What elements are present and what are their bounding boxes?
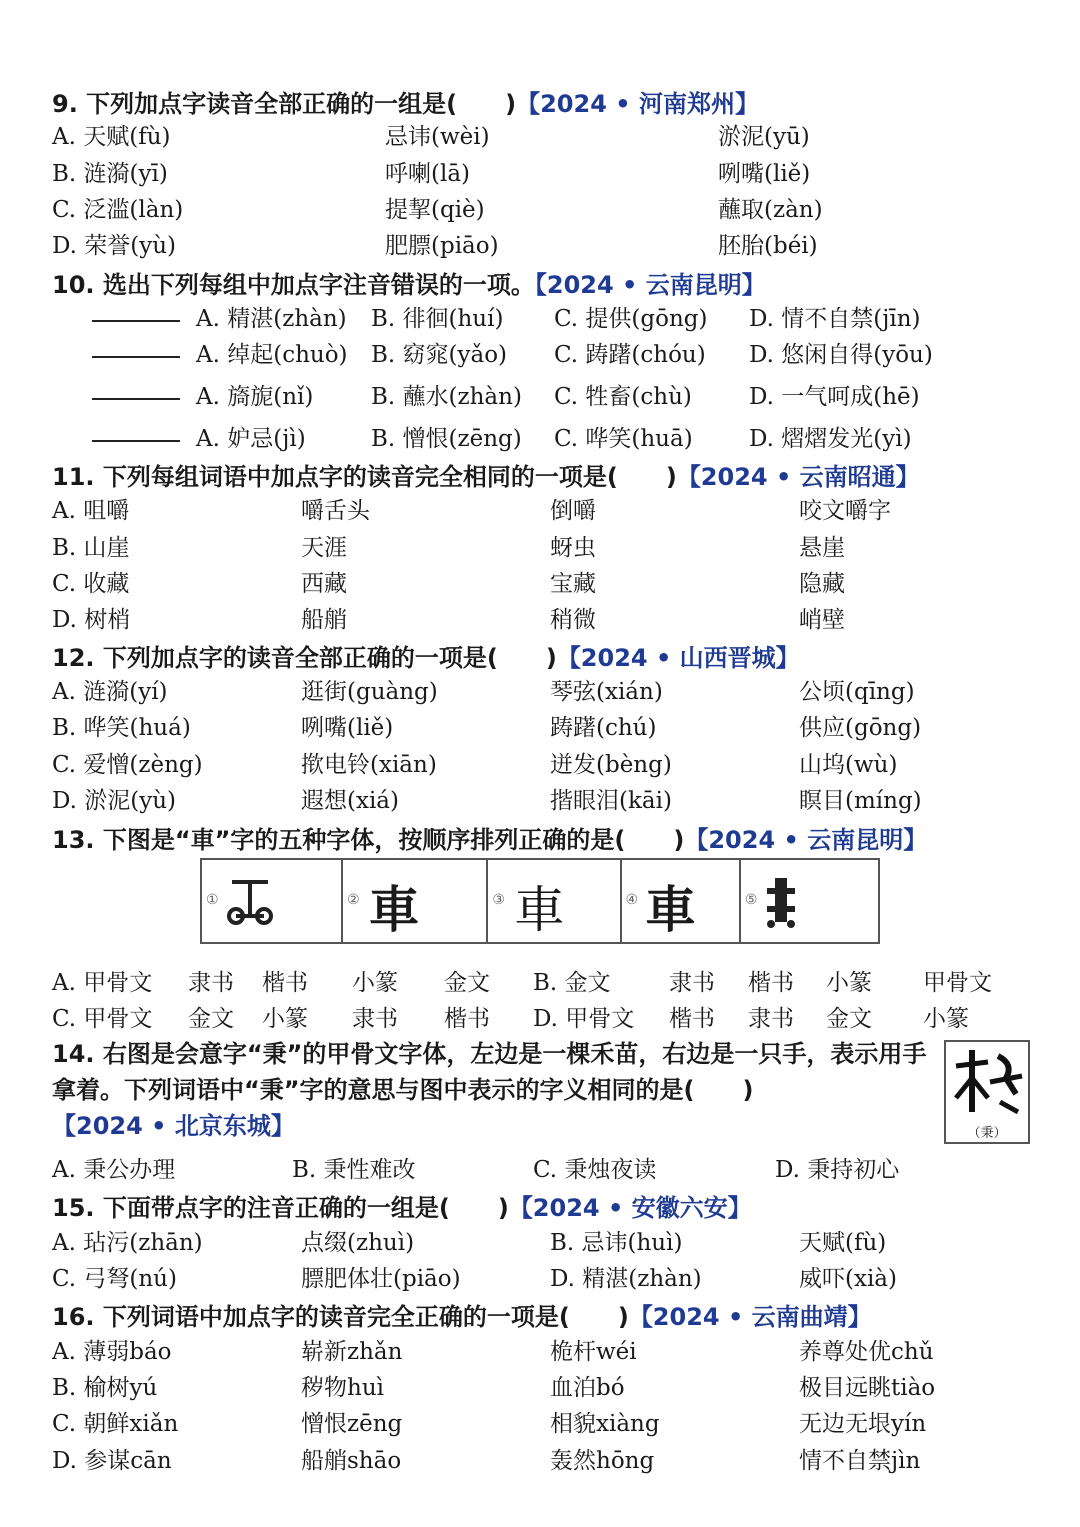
option-part: 威吓(xià) (799, 1266, 897, 1292)
question-text: 12. 下列加点字的读音全部正确的一项是( ) (52, 644, 557, 672)
option-part: 楷书 (748, 970, 794, 996)
option: 踌躇(chú) (550, 715, 657, 741)
option-part: 崭新zhǎn (301, 1339, 403, 1365)
option-part: 金文 (826, 1006, 872, 1032)
q10-row (0, 300, 1080, 336)
option: 胚胎(béi) (718, 233, 818, 259)
option: 峭壁 (799, 607, 845, 633)
bing-oracle-figure (944, 1040, 1030, 1144)
q11-row (0, 601, 1080, 637)
option: B. 秉性难改 (292, 1157, 416, 1183)
question-12-stem (52, 638, 800, 673)
option: A. 玷污(zhān) (52, 1230, 203, 1256)
q10-row (0, 378, 1080, 414)
option-part: 情不自禁jìn (799, 1448, 921, 1474)
option: 倒嚼 (550, 498, 596, 524)
option-part: 膘肥体壮(piāo) (301, 1266, 461, 1292)
option: D. 情不自禁(jīn) (749, 306, 921, 332)
source-tag: 【2024 • 北京东城】 (52, 1112, 295, 1140)
option: 宝藏 (550, 571, 596, 597)
option-part: 秽物huì (301, 1375, 384, 1401)
q11-row (0, 492, 1080, 528)
option: C. 提供(gōng) (554, 306, 708, 332)
q16-row (0, 1405, 1080, 1441)
option: D. 甲骨文 (533, 1006, 635, 1032)
question-text: 16. 下列词语中加点字的读音完全正确的一项是( ) (52, 1303, 629, 1331)
question-text: 14. 右图是会意字“秉”的甲骨文字体，左边是一棵禾苗，右边是一只手，表示用手拿着。下列词语中“秉”字的意思与图中表示的字义相同的是( ) (52, 1040, 927, 1104)
option-part: 楷书 (262, 970, 308, 996)
option: A. 精湛(zhàn) (196, 306, 347, 332)
q12-row (0, 709, 1080, 745)
option-part: 轰然hōng (550, 1448, 655, 1474)
option: 悬崖 (799, 535, 845, 561)
option: 肥膘(piāo) (385, 233, 499, 259)
option-part: 隶书 (188, 970, 234, 996)
option: D. 荣誉(yù) (52, 233, 176, 259)
option-part: 天赋(fù) (799, 1230, 887, 1256)
form-number: ① (206, 892, 219, 908)
seal-glyph: 車 (645, 880, 696, 939)
character-forms-figure (200, 858, 880, 944)
option-part: 隶书 (748, 1006, 794, 1032)
q12-row (0, 782, 1080, 818)
form-cell-3 (488, 860, 621, 942)
option: D. 树梢 (52, 607, 131, 633)
option: A. 妒忌(jì) (196, 426, 306, 452)
option: 稍微 (550, 607, 596, 633)
option: 呼喇(lā) (385, 161, 471, 187)
option: C. 收藏 (52, 571, 130, 597)
option-part: 船艄shāo (301, 1448, 402, 1474)
option: 迸发(bèng) (550, 752, 672, 778)
option: C. 爱憎(zèng) (52, 752, 203, 778)
form-number: ③ (492, 892, 505, 908)
option: B. 山崖 (52, 535, 130, 561)
q11-row (0, 565, 1080, 601)
question-11-stem (52, 457, 920, 492)
q16-row (0, 1369, 1080, 1405)
option: 遐想(xiá) (301, 788, 399, 814)
option: D. 淤泥(yù) (52, 788, 176, 814)
option: C. 泛滥(làn) (52, 197, 184, 223)
option: 咬文嚼字 (799, 498, 891, 524)
source-tag: 【2024 • 河南郑州】 (516, 90, 759, 118)
q11-row (0, 529, 1080, 565)
option-part: 金文 (444, 970, 490, 996)
form-number: ② (347, 892, 360, 908)
option-part: 隶书 (352, 1006, 398, 1032)
option: 公顷(qīng) (799, 679, 915, 705)
option: B. 窈窕(yǎo) (371, 342, 508, 368)
option: D. 秉持初心 (775, 1157, 900, 1183)
option: C. 哗笑(huā) (554, 426, 693, 452)
option: A. 秉公办理 (52, 1157, 176, 1183)
question-14-stem (52, 1036, 932, 1144)
option-part: 楷书 (444, 1006, 490, 1032)
option: 天涯 (301, 535, 347, 561)
clerical-glyph: 車 (369, 881, 420, 939)
oracle-chariot-glyph (222, 868, 282, 934)
option: B. 榆树yú (52, 1375, 158, 1401)
option: A. 绰起(chuò) (196, 342, 348, 368)
option: C. 朝鲜xiǎn (52, 1411, 179, 1437)
source-tag: 【2024 • 安徽六安】 (508, 1194, 752, 1222)
option: 淤泥(yū) (718, 124, 810, 150)
option: B. 忌讳(huì) (550, 1230, 683, 1256)
option: A. 咀嚼 (52, 498, 130, 524)
option: 提挈(qiè) (385, 197, 485, 223)
option-part: 点缀(zhuì) (301, 1230, 415, 1256)
figure-caption: （秉） (967, 1126, 1007, 1141)
option: 揿电铃(xiān) (301, 752, 437, 778)
q12-row (0, 673, 1080, 709)
q12-row (0, 746, 1080, 782)
option-part: 隶书 (669, 970, 715, 996)
source-tag: 【2024 • 云南曲靖】 (628, 1303, 872, 1331)
option: 咧嘴(liě) (718, 161, 811, 187)
q15-row (0, 1224, 1080, 1260)
option: C. 秉烛夜读 (533, 1157, 657, 1183)
q10-row (0, 336, 1080, 372)
option: C. 甲骨文 (52, 1006, 153, 1032)
form-number: ④ (625, 892, 639, 908)
option: D. 一气呵成(hē) (749, 384, 920, 410)
option-part: 相貌xiàng (550, 1411, 660, 1437)
option-part: 小篆 (826, 970, 872, 996)
question-text: 13. 下图是“車”字的五种字体，按顺序排列正确的是( ) (52, 826, 685, 854)
option: B. 哗笑(huá) (52, 715, 191, 741)
option: 船艄 (301, 607, 347, 633)
question-text: 10. 选出下列每组中加点字注音错误的一项。 (52, 271, 535, 299)
option: B. 金文 (533, 970, 611, 996)
option: 琴弦(xián) (550, 679, 663, 705)
q9-row (0, 227, 1080, 263)
option-part: 小篆 (923, 1006, 969, 1032)
source-tag: 【2024 • 云南昆明】 (534, 271, 766, 299)
option: A. 薄弱báo (52, 1339, 172, 1365)
option: D. 参谋cān (52, 1448, 172, 1474)
option-part: 极目远眺tiào (799, 1375, 936, 1401)
q9-row (0, 191, 1080, 227)
question-16-stem (52, 1297, 872, 1332)
form-cell-2 (343, 860, 488, 942)
q9-row (0, 118, 1080, 154)
source-tag: 【2024 • 云南昆明】 (684, 826, 928, 854)
question-text: 15. 下面带点字的注音正确的一组是( ) (52, 1194, 509, 1222)
option: 蘸取(zàn) (718, 197, 823, 223)
option: 忌讳(wèi) (385, 124, 490, 150)
option: B. 蘸水(zhàn) (371, 384, 522, 410)
question-15-stem (52, 1188, 752, 1223)
option-part: 小篆 (262, 1006, 308, 1032)
option-part: 无边无垠yín (799, 1411, 927, 1437)
option-part: 桅杆wéi (550, 1339, 637, 1365)
option: 嚼舌头 (301, 498, 370, 524)
option: C. 弓弩(nú) (52, 1266, 177, 1292)
q16-row (0, 1442, 1080, 1478)
source-tag: 【2024 • 云南昭通】 (676, 463, 920, 491)
q13-row (0, 1000, 1080, 1036)
option: B. 涟漪(yī) (52, 161, 168, 187)
q13-row (0, 964, 1080, 1000)
option: D. 悠闲自得(yōu) (749, 342, 933, 368)
option: D. 熠熠发光(yì) (749, 426, 912, 452)
q9-row (0, 155, 1080, 191)
option-part: 甲骨文 (923, 970, 992, 996)
option: A. 天赋(fù) (52, 124, 171, 150)
option: C. 牲畜(chù) (554, 384, 692, 410)
q16-row (0, 1333, 1080, 1369)
question-9-stem (52, 84, 759, 119)
question-13-stem (52, 820, 927, 855)
q15-row (0, 1260, 1080, 1296)
option: D. 精湛(zhàn) (550, 1266, 702, 1292)
option: B. 憎恨(zēng) (371, 426, 522, 452)
option: 瞑目(míng) (799, 788, 922, 814)
question-text: 9. 下列加点字读音全部正确的一组是( ) (52, 90, 517, 118)
form-number: ⑤ (744, 892, 758, 908)
option: 供应(gōng) (799, 715, 922, 741)
bronze-chariot-glyph (761, 868, 801, 934)
option: 逛街(guàng) (301, 679, 438, 705)
option: 揩眼泪(kāi) (550, 788, 672, 814)
option: 蚜虫 (550, 535, 596, 561)
option-part: 楷书 (669, 1006, 715, 1032)
option-part: 血泊bó (550, 1375, 625, 1401)
option: 隐藏 (799, 571, 845, 597)
bing-oracle-glyph (946, 1042, 1028, 1122)
option: A. 甲骨文 (52, 970, 153, 996)
option-part: 憎恨zēng (301, 1411, 403, 1437)
option: B. 徘徊(huí) (371, 306, 504, 332)
option: C. 踌躇(chóu) (554, 342, 706, 368)
q14-row (0, 1151, 1080, 1187)
form-cell-5 (741, 860, 878, 942)
regular-glyph: 車 (514, 881, 565, 939)
form-cell-4 (622, 860, 741, 942)
form-cell-1 (202, 860, 343, 942)
source-tag: 【2024 • 山西晋城】 (556, 644, 800, 672)
option: 山坞(wù) (799, 752, 898, 778)
option: A. 旖旎(nǐ) (196, 384, 314, 410)
option-part: 小篆 (352, 970, 398, 996)
q10-row (0, 420, 1080, 456)
question-10-stem (52, 265, 766, 300)
option: 咧嘴(liě) (301, 715, 394, 741)
option: A. 涟漪(yí) (52, 679, 168, 705)
option-part: 养尊处优chǔ (799, 1339, 934, 1365)
option: 西藏 (301, 571, 347, 597)
option-part: 金文 (188, 1006, 234, 1032)
question-text: 11. 下列每组词语中加点字的读音完全相同的一项是( ) (52, 463, 677, 491)
